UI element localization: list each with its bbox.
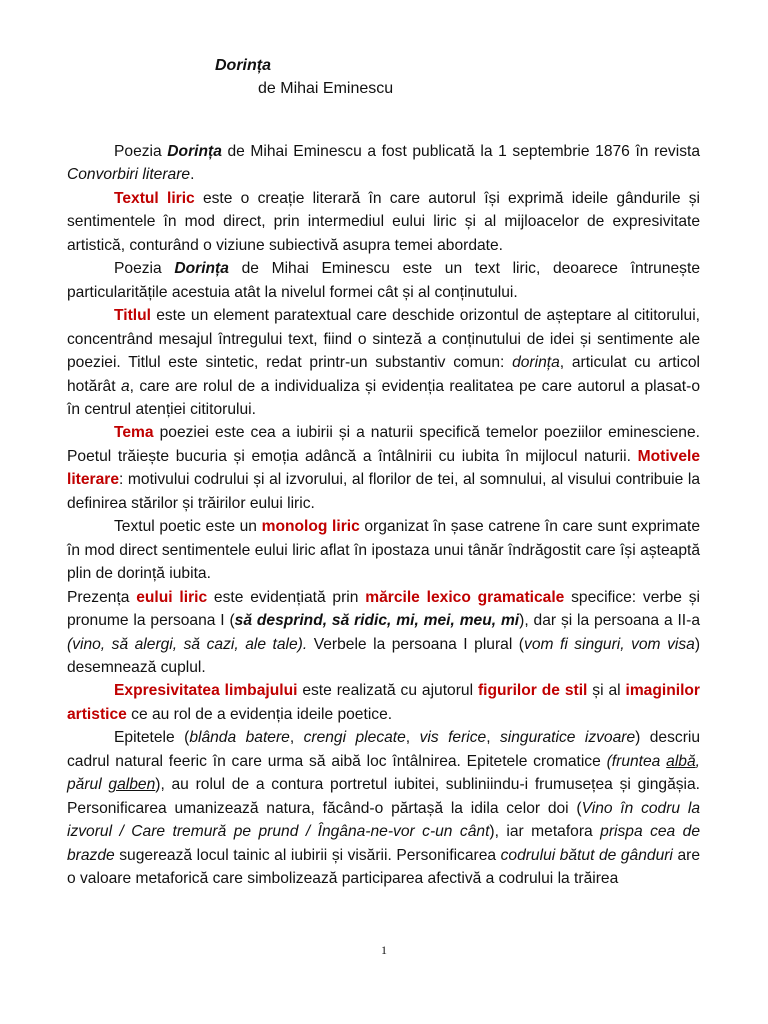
essay-body (67, 140, 700, 891)
paragraph-expressivity: Expresivitatea limbajului este realizată cu ajutorul figurilor de stil și al imaginilor artistice ce au rol de a evidenția ideile poetice. (67, 682, 700, 723)
paragraph-lyric-self: Prezența eului liric este evidențiată prin mărcile lexico gramaticale specifice: verbe și pronume la persoana I (să desprind, să ridic, mi, mei, meu, mi), dar și la persoana a II-a (vino, să alergi, să cazi, ale tale). Verbele la persoana I plural (vom fi singuri, vom visa) desemnează cuplul. (67, 588, 701, 676)
page-number: 1 (381, 943, 387, 957)
paragraph-lyric-argument: Poezia Dorința de Mihai Eminescu este un text liric, deoarece întrunește particularitățile acestuia atât la nivelul formei cât și al conținutului. (67, 260, 700, 301)
keyword-highlight: Textul liric (114, 189, 195, 207)
keyword-highlight: imaginilor artistice (67, 682, 700, 723)
paragraph-monolog: Textul poetic este un monolog liric organizat în șase catrene în care sunt exprimate în mod direct sentimentele eului liric aflat în ipostaza unui tânăr îndrăgostit care își așteaptă plin de dorință iubita. (67, 518, 700, 583)
keyword-highlight: monolog liric (261, 518, 360, 536)
keyword-highlight: Tema (114, 424, 154, 442)
paragraph-lyric-text: Textul liric este o creație literară în care autorul își exprimă ideile gândurile și sentimentele în mod direct, prin intermediul eului liric și al mijloacelor de expresivitate artistică, conturând o viziune subiectivă asupra temei abordate. (67, 189, 700, 254)
keyword-highlight: figurilor de stil (477, 682, 588, 700)
paragraph-publication: Poezia Dorința de Mihai Eminescu a fost publicată la 1 septembrie 1876 în revista Convorbiri literare. (67, 143, 700, 184)
keyword-highlight: eului liric (136, 588, 208, 606)
keyword-highlight: Titlul (114, 307, 151, 325)
author-byline: de Mihai Eminescu (258, 80, 394, 97)
paragraph-epithets: Epitetele (blânda batere, crengi plecate, vis ferice, singuratice izvoare) descriu cadrul natural feeric în care urma să aibă loc întâlnirea. Epitetele cromatice (fruntea albă, părul galben), au rolul de a contura portretul iubitei, subliniindu-i frumusețea și gingășia. Personificarea umanizează natura, făcând-o părtașă la idila celor doi (Vino în codru la izvorul / Care tremură pe prund / Îngâna-ne-vor c-un cânt), iar metafora prispa cea de brazde sugerează locul tainic al iubirii și visării. Personificarea codrului bătut de gânduri are o valoare metaforică care simbolizează participarea afectivă a codrului la trăirea (67, 729, 701, 888)
poem-title: Dorința (215, 57, 271, 74)
keyword-highlight: mărcile lexico gramaticale (365, 588, 565, 606)
paragraph-title: Titlul este un element paratextual care deschide orizontul de așteptare al cititorului, concentrând mesajul întregului text, fiind o sinteză a conținutului de idei și sentimente ale poeziei. Titlul este sintetic, redat printr-un substantiv comun: dorința, articulat cu articol hotărât a, care are rolul de a individualiza și evidenția realitatea pe care autorul a plasat-o în centrul atenției cititorului. (67, 307, 701, 418)
keyword-highlight: Motivele literare (67, 447, 700, 489)
keyword-highlight: Expresivitatea limbajului (114, 682, 298, 700)
paragraph-theme: Tema poeziei este cea a iubirii și a naturii specifică temelor poeziilor eminesciene. Poetul trăiește bucuria și emoția adâncă a întâlnirii cu iubita în mijlocul naturii. Motivele literare: motivului codrului și al izvorului, al florilor de tei, al somnului, al visului contribuie la definirea stărilor și trăirilor eului liric. (67, 424, 700, 512)
